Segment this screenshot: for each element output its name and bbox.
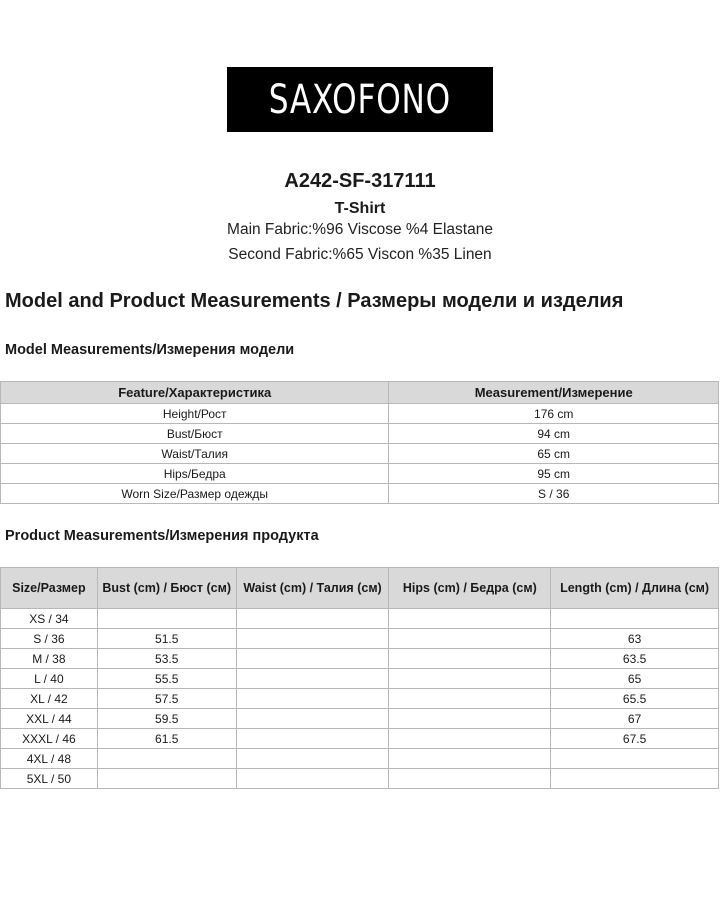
column-header: Length (cm) / Длина (см) <box>551 568 719 609</box>
table-cell <box>236 749 389 769</box>
table-row <box>1 609 719 629</box>
table-cell <box>551 609 719 629</box>
table-cell: 63 <box>551 629 719 649</box>
table-cell <box>236 669 389 689</box>
table-row <box>1 424 719 444</box>
table-cell <box>389 649 551 669</box>
table-cell: 4XL / 48 <box>1 749 98 769</box>
product-type: T-Shirt <box>334 200 386 217</box>
table-cell: 95 cm <box>389 464 719 484</box>
table-row <box>1 629 719 649</box>
table-cell <box>389 769 551 789</box>
table-cell: 67.5 <box>551 729 719 749</box>
table-cell: Hips/Бедра <box>1 464 389 484</box>
table-cell: S / 36 <box>389 484 719 504</box>
table-header-row <box>1 382 719 404</box>
table-cell: L / 40 <box>1 669 98 689</box>
table-cell <box>389 629 551 649</box>
model-measurements-table <box>0 381 719 504</box>
table-cell: 67 <box>551 709 719 729</box>
product-code: A242-SF-317111 <box>284 170 436 192</box>
table-cell: Height/Рост <box>1 404 389 424</box>
table-cell <box>97 749 236 769</box>
table-cell: M / 38 <box>1 649 98 669</box>
table-cell <box>236 609 389 629</box>
table-cell: Bust/Бюст <box>1 424 389 444</box>
table-cell: S / 36 <box>1 629 98 649</box>
second-fabric: Second Fabric:%65 Viscon %35 Linen <box>228 246 492 263</box>
table-row <box>1 769 719 789</box>
table-cell: XL / 42 <box>1 689 98 709</box>
brand-logo-text: SAXOFONO <box>268 76 452 123</box>
table-cell <box>389 709 551 729</box>
table-cell: 65 cm <box>389 444 719 464</box>
table-cell: 61.5 <box>97 729 236 749</box>
brand-logo <box>227 67 493 132</box>
table-cell: 94 cm <box>389 424 719 444</box>
table-cell <box>236 769 389 789</box>
page-title: Model and Product Measurements / Размеры модели и изделия <box>5 290 624 312</box>
column-header: Size/Размер <box>1 568 98 609</box>
table-row <box>1 444 719 464</box>
table-cell <box>236 689 389 709</box>
product-section-title: Product Measurements/Измерения продукта <box>5 528 319 544</box>
table-cell <box>236 629 389 649</box>
column-header: Measurement/Измерение <box>389 382 719 404</box>
table-cell <box>389 689 551 709</box>
table-cell: 65.5 <box>551 689 719 709</box>
table-cell <box>551 749 719 769</box>
table-cell <box>389 609 551 629</box>
table-cell: 65 <box>551 669 719 689</box>
table-cell: XXL / 44 <box>1 709 98 729</box>
column-header: Waist (cm) / Талия (см) <box>236 568 389 609</box>
table-row <box>1 749 719 769</box>
table-cell: 5XL / 50 <box>1 769 98 789</box>
table-row <box>1 464 719 484</box>
table-row <box>1 649 719 669</box>
table-cell <box>236 649 389 669</box>
table-row <box>1 729 719 749</box>
table-cell <box>389 669 551 689</box>
table-cell: XS / 34 <box>1 609 98 629</box>
table-cell: 176 cm <box>389 404 719 424</box>
table-cell <box>97 609 236 629</box>
table-cell <box>389 749 551 769</box>
table-cell <box>236 709 389 729</box>
table-cell <box>551 769 719 789</box>
table-row <box>1 484 719 504</box>
table-row <box>1 709 719 729</box>
table-cell: XXXL / 46 <box>1 729 98 749</box>
table-cell <box>236 729 389 749</box>
table-cell <box>389 729 551 749</box>
table-cell: Waist/Талия <box>1 444 389 464</box>
column-header: Bust (cm) / Бюст (см) <box>97 568 236 609</box>
table-cell: Worn Size/Размер одежды <box>1 484 389 504</box>
table-row <box>1 689 719 709</box>
table-cell: 53.5 <box>97 649 236 669</box>
column-header: Hips (cm) / Бедра (см) <box>389 568 551 609</box>
product-measurements-table <box>0 567 719 789</box>
column-header: Feature/Характеристика <box>1 382 389 404</box>
table-cell: 55.5 <box>97 669 236 689</box>
table-cell: 57.5 <box>97 689 236 709</box>
table-cell <box>97 769 236 789</box>
table-cell: 51.5 <box>97 629 236 649</box>
table-header-row <box>1 568 719 609</box>
table-cell: 63.5 <box>551 649 719 669</box>
table-row <box>1 404 719 424</box>
main-fabric: Main Fabric:%96 Viscose %4 Elastane <box>227 221 493 238</box>
table-cell: 59.5 <box>97 709 236 729</box>
model-section-title: Model Measurements/Измерения модели <box>5 342 295 358</box>
table-row <box>1 669 719 689</box>
